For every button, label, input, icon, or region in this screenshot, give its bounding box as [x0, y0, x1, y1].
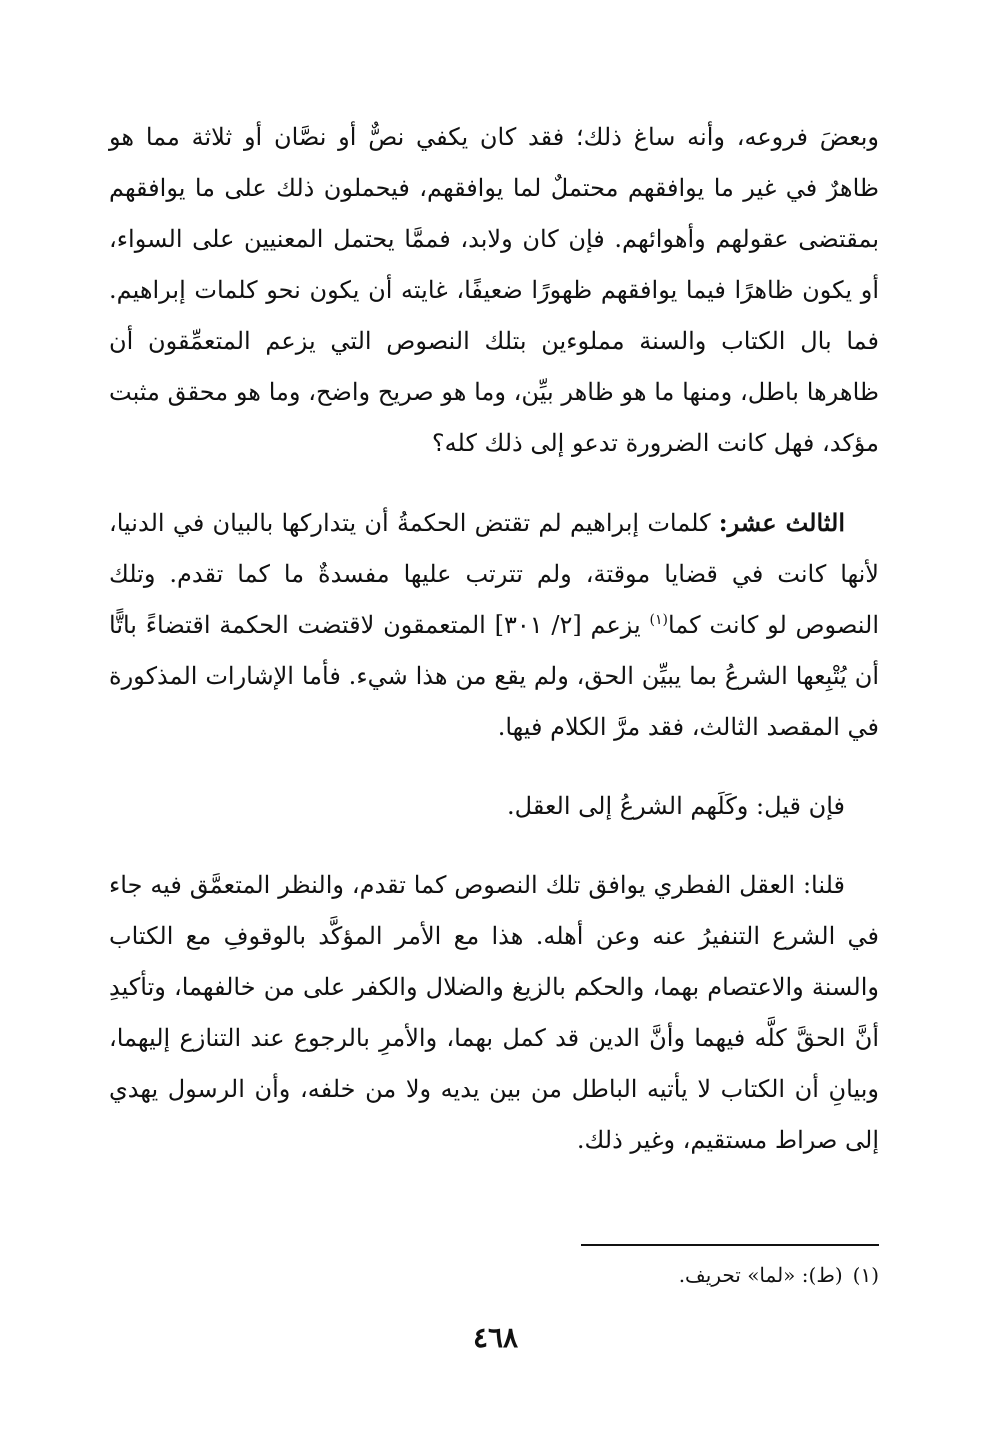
- page-number: ٤٦٨: [472, 1321, 519, 1354]
- paragraph-1: وبعضَ فروعه، وأنه ساغ ذلك؛ فقد كان يكفي نصٌّ أو نصَّان أو ثلاثة مما هو ظاهرٌ في غير ما يوافقهم محتملٌ لما يوافقهم، فيحملون ذلك على ما يوافقهم بمقتضى عقولهم وأهوائهم. فإن كان ولابد، فممَّا يحتمل المعنيين على السواء، أو يكون ظاهرًا فيما يوافقهم ظهورًا ضعيفًا، غايته أن يكون نحو كلمات إبراهيم. فما بال الكتاب والسنة مملوءين بتلك النصوص التي يزعم المتعمِّقون أن ظاهرها باطل، ومنها ما هو ظاهر بيِّن، وما هو صريح واضح، وما هو محقق مثبت مؤكد، فهل كانت الضرورة تدعو إلى ذلك كله؟: [109, 123, 879, 457]
- footnote-marker: (١): [852, 1263, 879, 1287]
- footnote: [109, 1260, 879, 1290]
- paragraph-4: قلنا: العقل الفطري يوافق تلك النصوص كما تقدم، والنظر المتعمَّق فيه جاء في الشرع التنفيرُ عنه وعن أهله. هذا مع الأمر المؤكَّد بالوقوفِ مع الكتاب والسنة والاعتصام بهما، والحكم بالزيغ والضلال والكفر على من خالفهما، وتأكيدِ أنَّ الحقَّ كلَّه فيهما وأنَّ الدين قد كمل بهما، والأمرِ بالرجوع عند التنازع إليهما، وبيانِ أن الكتاب لا يأتيه الباطل من بين يديه ولا من خلفه، وأن الرسول يهدي إلى صراط مستقيم، وغير ذلك.: [109, 871, 879, 1154]
- footnote-text: (ط): «لما» تحريف.: [678, 1263, 843, 1287]
- paragraph-2: [109, 497, 879, 753]
- paragraph-2-text-after-note: يزعم [٢/ ٣٠١] المتعمقون لاقتضت الحكمة اقتضاءً باتًّا أن يُتْبِعها الشرعُ بما يبيِّن الحق، ولم يقع من هذا شيء. فأما الإشارات المذكورة في المقصد الثالث، فقد مرَّ الكلام فيها.: [109, 611, 880, 741]
- footnote-reference: (١): [649, 612, 668, 628]
- main-text: [109, 112, 879, 1194]
- paragraph-2-text-before-note: كلمات إبراهيم لم تقتض الحكمةُ أن يتداركها بالبيان في الدنيا، لأنها كانت في قضايا موقتة، ولم تترتب عليها مفسدةٌ ما كما تقدم. وتلك النصوص لو كانت كما: [109, 509, 879, 639]
- footnote-divider: [581, 1244, 879, 1246]
- paragraph-3: فإن قيل: وكَلَهم الشرعُ إلى العقل.: [507, 792, 845, 820]
- paragraph-2-heading: الثالث عشر:: [718, 508, 846, 537]
